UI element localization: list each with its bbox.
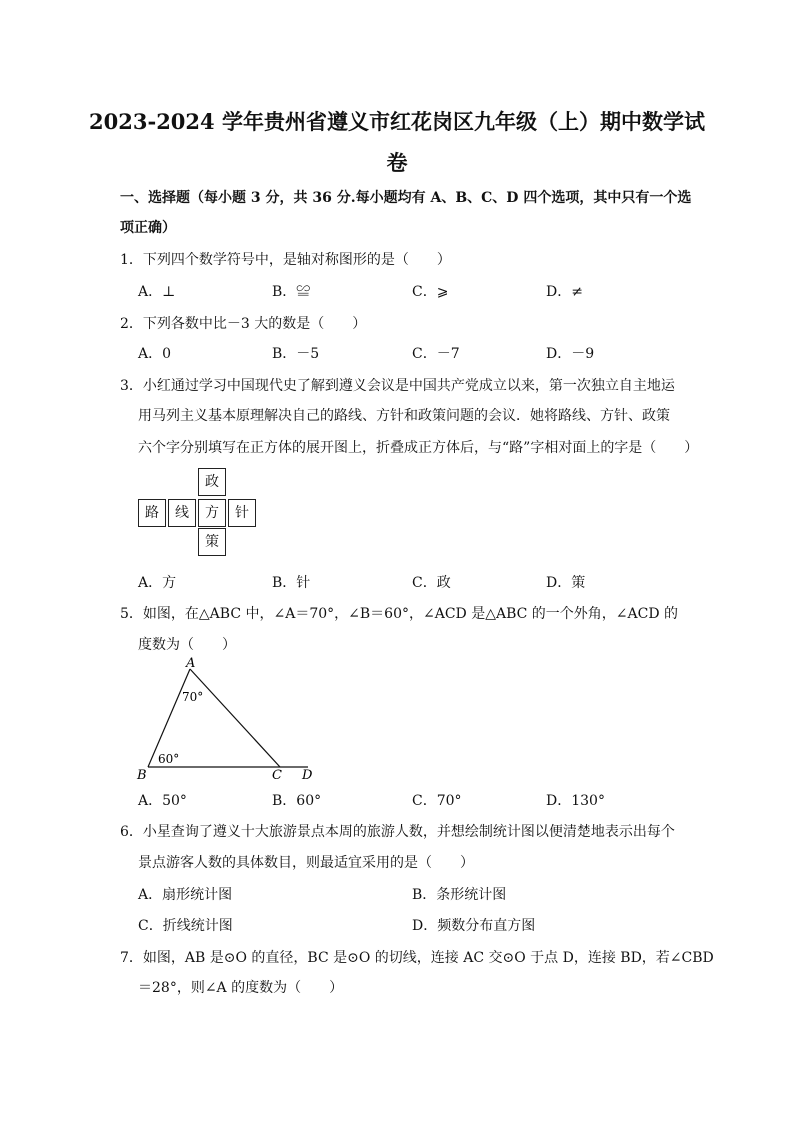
question-5-text-line1: 5．如图，在△ABC 中，∠A＝70°，∠B＝60°，∠ACD 是△ABC 的一个外角，∠ACD 的 [120, 606, 679, 622]
question-1-option-b[interactable]: B．≌ [272, 284, 311, 300]
net-cell-right: 针 [228, 499, 256, 527]
question-2-text: 2．下列各数中比－3 大的数是（ ） [120, 316, 367, 332]
question-6-text-line1: 6．小星查询了遵义十大旅游景点本周的旅游人数，并想绘制统计图以便清楚地表示出每个 [120, 824, 675, 840]
label-vertex-c: C [272, 768, 282, 783]
question-5-option-d[interactable]: D．130° [546, 793, 605, 809]
question-3-text-line1: 3．小红通过学习中国现代史了解到遵义会议是中国共产党成立以来，第一次独立自主地运 [120, 378, 675, 394]
question-2-option-b[interactable]: B．－5 [272, 346, 320, 362]
label-vertex-b: B [137, 768, 147, 783]
section-heading-continued: 项正确） [120, 220, 176, 236]
section-heading: 一、选择题（每小题 3 分，共 36 分.每小题均有 A、B、C、D 四个选项，其中只有一个选 [120, 190, 692, 206]
question-1-option-a[interactable]: A．⊥ [138, 284, 176, 300]
page-title: 2023-2024 学年贵州省遵义市红花岗区九年级（上）期中数学试 [89, 109, 705, 134]
question-6-option-a[interactable]: A．扇形统计图 [138, 887, 233, 903]
question-3-option-a[interactable]: A．方 [138, 575, 177, 591]
net-cell-bottom: 策 [198, 528, 226, 556]
question-2-option-a[interactable]: A．0 [138, 346, 172, 362]
triangle-figure [130, 655, 330, 785]
question-7-text-line2: ＝28°，则∠A 的度数为（ ） [138, 980, 344, 996]
label-angle-b: 60° [158, 752, 180, 766]
question-3-text-line2: 用马列主义基本原理解决自己的路线、方针和政策问题的会议．她将路线、方针、政策 [138, 408, 670, 424]
question-6-option-d[interactable]: D．频数分布直方图 [412, 918, 536, 934]
question-1-option-d[interactable]: D．≠ [546, 284, 583, 300]
side-ac [190, 669, 280, 767]
question-5-option-a[interactable]: A．50° [138, 793, 187, 809]
question-5-text-line2: 度数为（ ） [138, 637, 236, 653]
cube-net-figure [138, 468, 256, 556]
question-5-option-b[interactable]: B．60° [272, 793, 322, 809]
question-2-option-c[interactable]: C．－7 [412, 346, 460, 362]
net-cell-top: 政 [198, 468, 226, 496]
question-5-option-c[interactable]: C．70° [412, 793, 462, 809]
question-3-option-b[interactable]: B．针 [272, 575, 311, 591]
question-1-text: 1．下列四个数学符号中，是轴对称图形的是（ ） [120, 252, 451, 268]
question-6-option-c[interactable]: C．折线统计图 [138, 918, 233, 934]
question-6-text-line2: 景点游客人数的具体数目，则最适宜采用的是（ ） [138, 855, 474, 871]
question-2-option-d[interactable]: D．－9 [546, 346, 595, 362]
question-1-option-c[interactable]: C．⩾ [412, 284, 449, 300]
question-3-option-d[interactable]: D．策 [546, 575, 586, 591]
label-point-d: D [302, 768, 313, 783]
question-3-text-line3: 六个字分别填写在正方体的展开图上，折叠成正方体后，与“路”字相对面上的字是（ ） [138, 440, 699, 456]
label-angle-a: 70° [182, 690, 204, 704]
question-3-option-c[interactable]: C．政 [412, 575, 451, 591]
question-7-text-line1: 7．如图，AB 是⊙O 的直径，BC 是⊙O 的切线，连接 AC 交⊙O 于点 D，连接 BD，若∠CBD [120, 950, 714, 966]
net-cell-left1: 线 [168, 499, 196, 527]
net-cell-center: 方 [198, 499, 226, 527]
page-title-continued: 卷 [386, 150, 408, 175]
label-vertex-a: A [186, 656, 196, 671]
question-6-option-b[interactable]: B．条形统计图 [412, 887, 507, 903]
net-cell-left2: 路 [138, 499, 166, 527]
